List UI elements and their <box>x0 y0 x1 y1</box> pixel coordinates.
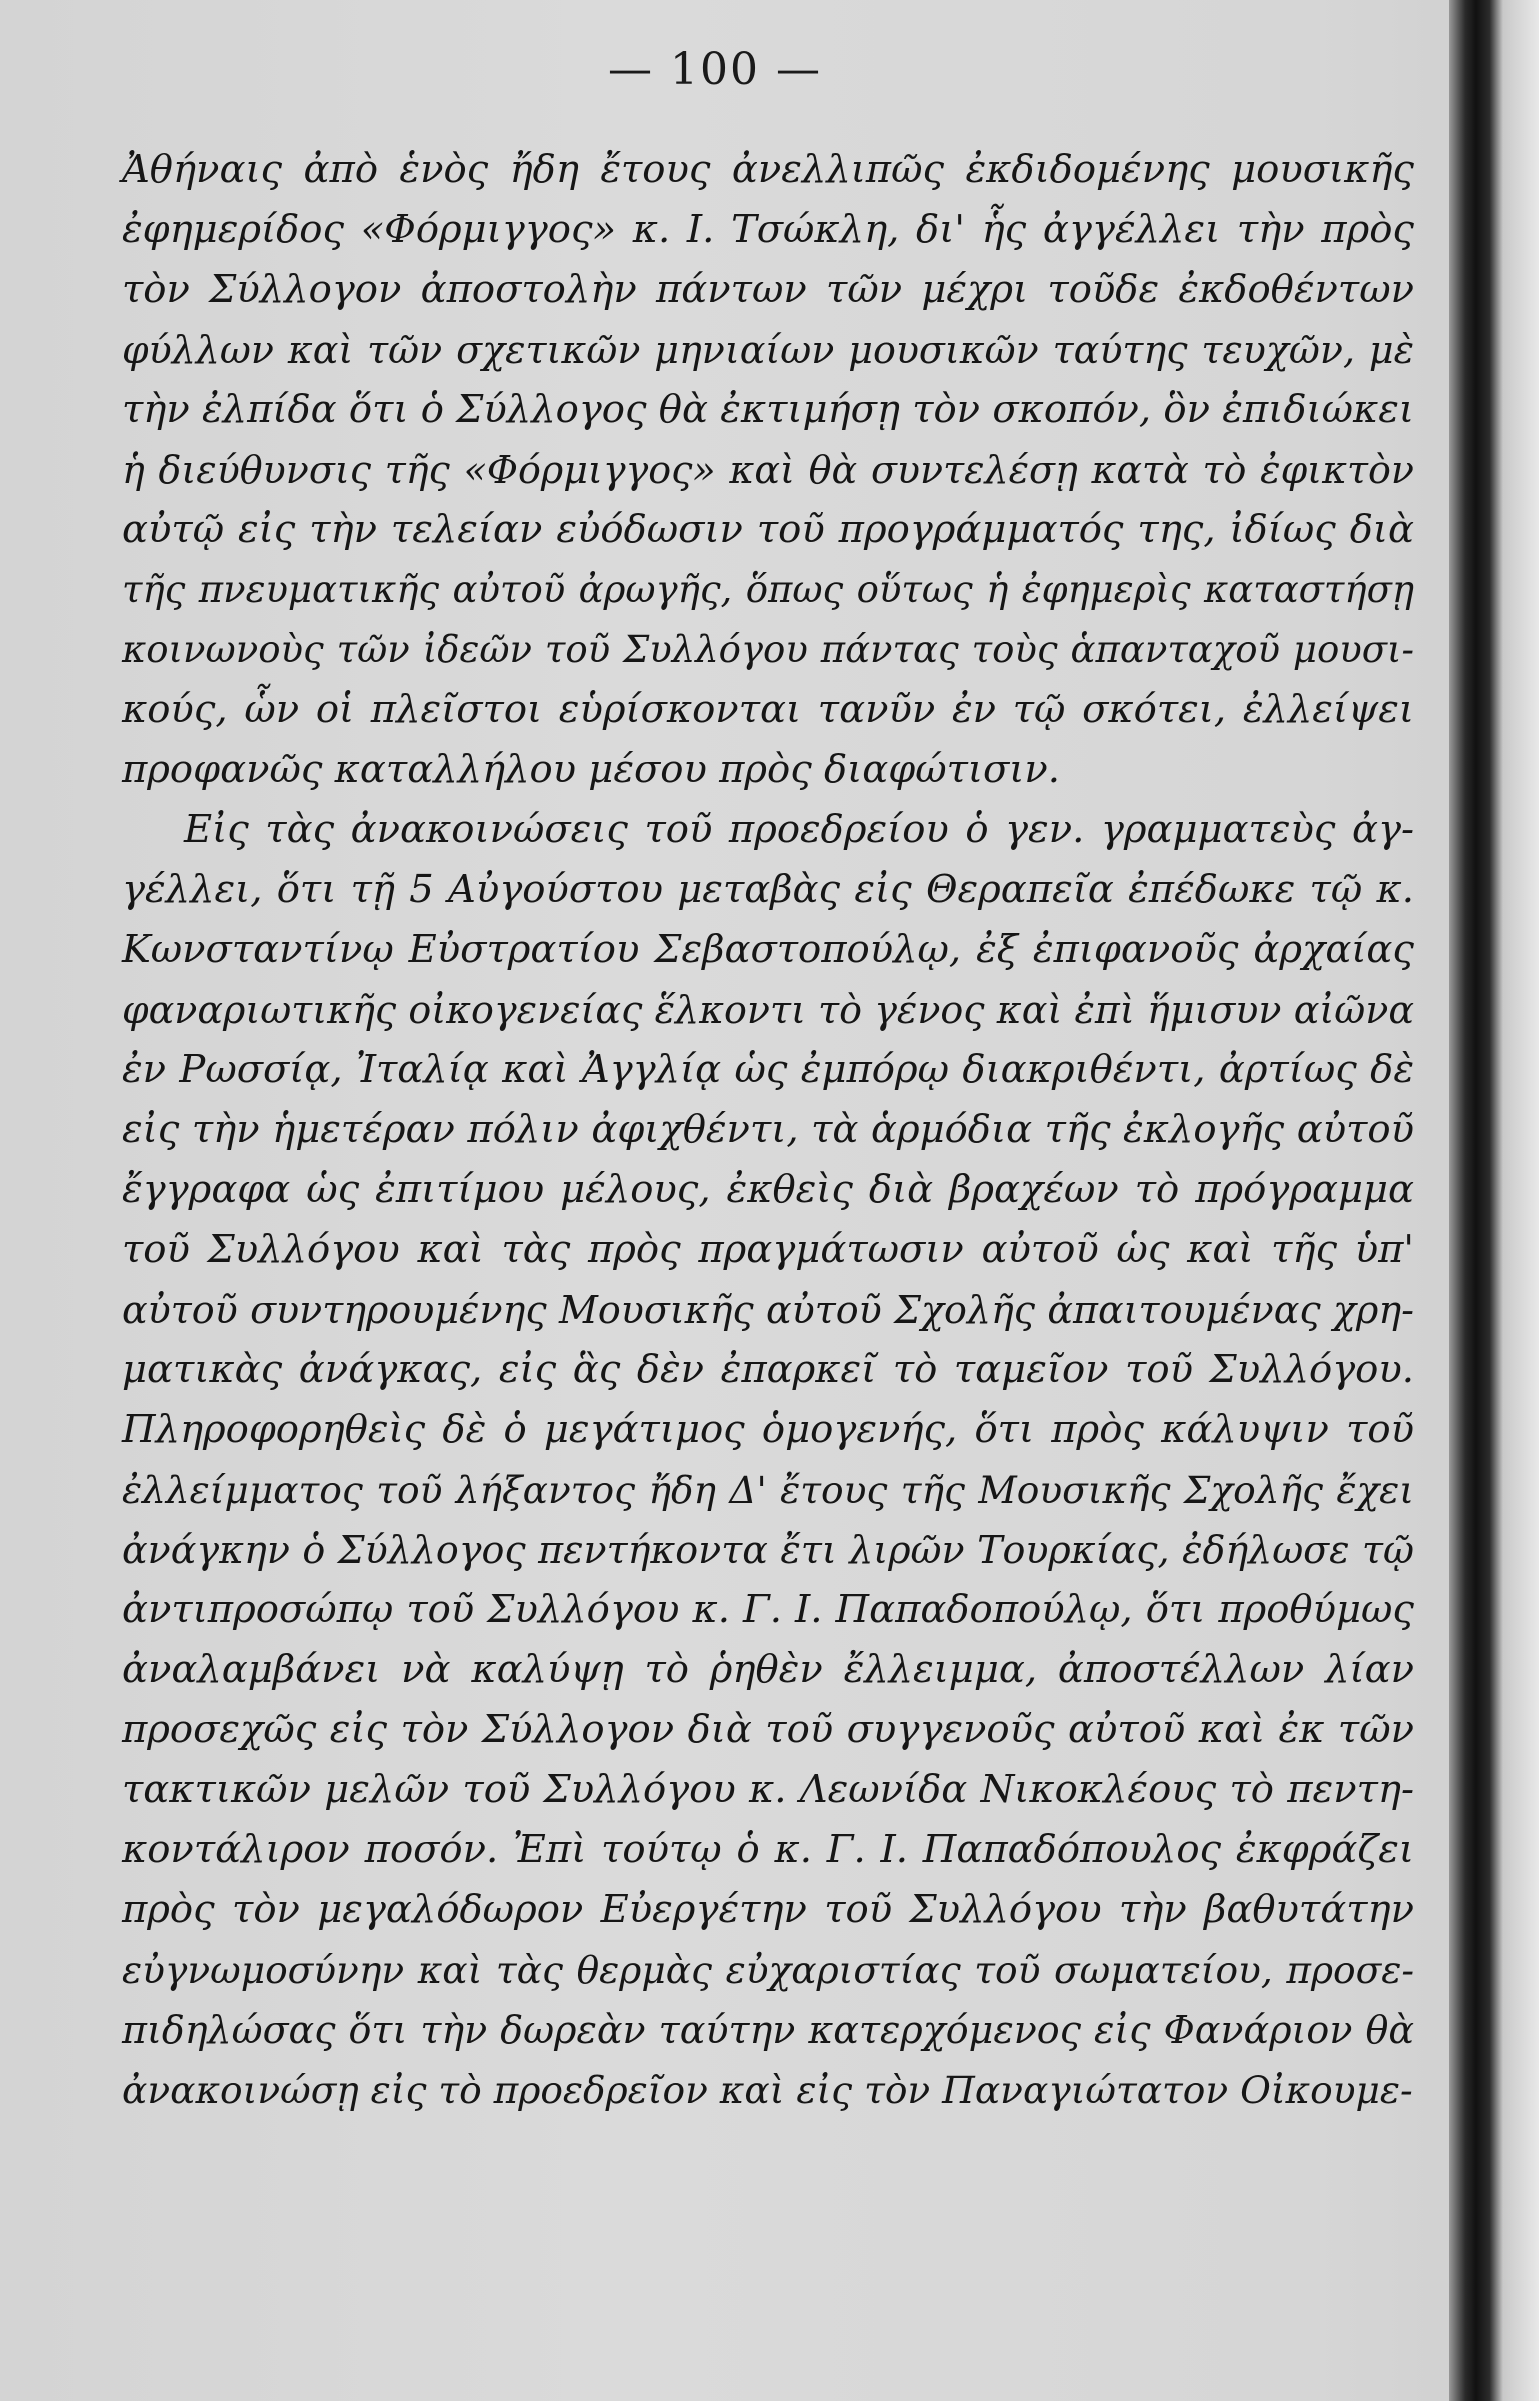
text-line: κοντάλιρον ποσόν. Ἐπὶ τούτῳ ὁ κ. Γ. Ι. Παπαδόπουλος ἐκφράζει <box>122 1827 1414 1872</box>
text-line: φύλλων καὶ τῶν σχετικῶν μηνιαίων μουσικῶν ταύτης τευχῶν, μὲ <box>122 328 1414 372</box>
text-line: Εἰς τὰς ἀνακοινώσεις τοῦ προεδρείου ὁ γεν. γραμματεὺς ἀγ- <box>184 807 1414 852</box>
text-line: ἀνάγκην ὁ Σύλλογος πεντήκοντα ἔτι λιρῶν Τουρκίας, ἐδήλωσε τῷ <box>122 1528 1414 1572</box>
text-line: αὐτοῦ συντηρουμένης Μουσικῆς αὐτοῦ Σχολῆς ἀπαιτουμένας χρη- <box>122 1288 1414 1332</box>
text-line: γέλλει, ὅτι τῇ 5 Αὐγούστου μεταβὰς εἰς Θεραπεῖα ἐπέδωκε τῷ κ. <box>122 867 1414 912</box>
text-line: φαναριωτικῆς οἰκογενείας ἕλκοντι τὸ γένος καὶ ἐπὶ ἥμισυν αἰῶνα <box>122 988 1414 1032</box>
text-line: Ἀθήναις ἀπὸ ἑνὸς ἤδη ἔτους ἀνελλιπῶς ἐκδιδομένης μουσικῆς <box>122 147 1414 192</box>
text-line: τὸν Σύλλογον ἀποστολὴν πάντων τῶν μέχρι τοῦδε ἐκδοθέντων <box>122 267 1414 312</box>
text-line: πρὸς τὸν μεγαλόδωρον Εὐεργέτην τοῦ Συλλόγου τὴν βαθυτάτην <box>122 1887 1414 1932</box>
body-text <box>122 140 1414 2120</box>
text-line: αὐτῷ εἰς τὴν τελείαν εὐόδωσιν τοῦ προγράμματός της, ἰδίως διὰ <box>122 507 1414 552</box>
text-line: ἐλλείμματος τοῦ λήξαντος ἤδη Δ' ἔτους τῆς Μουσικῆς Σχολῆς ἔχει <box>122 1468 1414 1512</box>
text-line: εἰς τὴν ἡμετέραν πόλιν ἀφιχθέντι, τὰ ἁρμόδια τῆς ἐκλογῆς αὐτοῦ <box>122 1107 1414 1152</box>
text-line: πιδηλώσας ὅτι τὴν δωρεὰν ταύτην κατερχόμενος εἰς Φανάριον θὰ <box>122 2008 1414 2052</box>
text-line: τῆς πνευματικῆς αὐτοῦ ἀρωγῆς, ὅπως οὕτως ἡ ἐφημερὶς καταστήσῃ <box>122 568 1414 611</box>
text-line: τοῦ Συλλόγου καὶ τὰς πρὸς πραγμάτωσιν αὐτοῦ ὡς καὶ τῆς ὑπ' <box>122 1227 1414 1272</box>
text-line: ματικὰς ἀνάγκας, εἰς ἃς δὲν ἐπαρκεῖ τὸ ταμεῖον τοῦ Συλλόγου. <box>122 1347 1414 1392</box>
text-line: τακτικῶν μελῶν τοῦ Συλλόγου κ. Λεωνίδα Νικοκλέους τὸ πεντη- <box>122 1767 1414 1812</box>
text-line: κοινωνοὺς τῶν ἰδεῶν τοῦ Συλλόγου πάντας τοὺς ἁπανταχοῦ μουσι- <box>122 628 1414 671</box>
text-line: ἀντιπροσώπῳ τοῦ Συλλόγου κ. Γ. Ι. Παπαδοπούλῳ, ὅτι προθύμως <box>122 1587 1414 1632</box>
text-line: ἀναλαμβάνει νὰ καλύψῃ τὸ ῥηθὲν ἔλλειμμα, ἀποστέλλων λίαν <box>122 1647 1414 1692</box>
text-line: προφανῶς καταλλήλου μέσου πρὸς διαφώτισιν. <box>122 747 1061 792</box>
text-line: προσεχῶς εἰς τὸν Σύλλογον διὰ τοῦ συγγενοῦς αὐτοῦ καὶ ἐκ τῶν <box>122 1707 1414 1752</box>
text-line: Κωνσταντίνῳ Εὐστρατίου Σεβαστοπούλῳ, ἐξ ἐπιφανοῦς ἀρχαίας <box>122 927 1414 972</box>
text-line: κούς, ὧν οἱ πλεῖστοι εὑρίσκονται τανῦν ἐν τῷ σκότει, ἐλλείψει <box>122 687 1414 732</box>
page-number: — 100 — <box>608 44 822 95</box>
text-line: ἐν Ρωσσίᾳ, Ἰταλίᾳ καὶ Ἀγγλίᾳ ὡς ἐμπόρῳ διακριθέντι, ἀρτίως δὲ <box>122 1047 1414 1092</box>
text-line: ἡ διεύθυνσις τῆς «Φόρμιγγος» καὶ θὰ συντελέσῃ κατὰ τὸ ἐφικτὸν <box>122 448 1414 492</box>
text-line: ἐφημερίδος «Φόρμιγγος» κ. Ι. Τσώκλη, δι' ἧς ἀγγέλλει τὴν πρὸς <box>122 207 1414 252</box>
text-line: εὐγνωμοσύνην καὶ τὰς θερμὰς εὐχαριστίας τοῦ σωματείου, προσε- <box>122 1948 1414 1992</box>
text-line: τὴν ἐλπίδα ὅτι ὁ Σύλλογος θὰ ἐκτιμήσῃ τὸν σκοπόν, ὃν ἐπιδιώκει <box>122 387 1414 432</box>
text-line: ἀνακοινώσῃ εἰς τὸ προεδρεῖον καὶ εἰς τὸν Παναγιώτατον Οἰκουμε- <box>122 2068 1413 2112</box>
text-line: Πληροφορηθεὶς δὲ ὁ μεγάτιμος ὁμογενής, ὅτι πρὸς κάλυψιν τοῦ <box>122 1407 1414 1452</box>
text-line: ἔγγραφα ὡς ἐπιτίμου μέλους, ἐκθεὶς διὰ βραχέων τὸ πρόγραμμα <box>122 1167 1414 1212</box>
book-spine-shadow <box>1449 0 1539 2401</box>
